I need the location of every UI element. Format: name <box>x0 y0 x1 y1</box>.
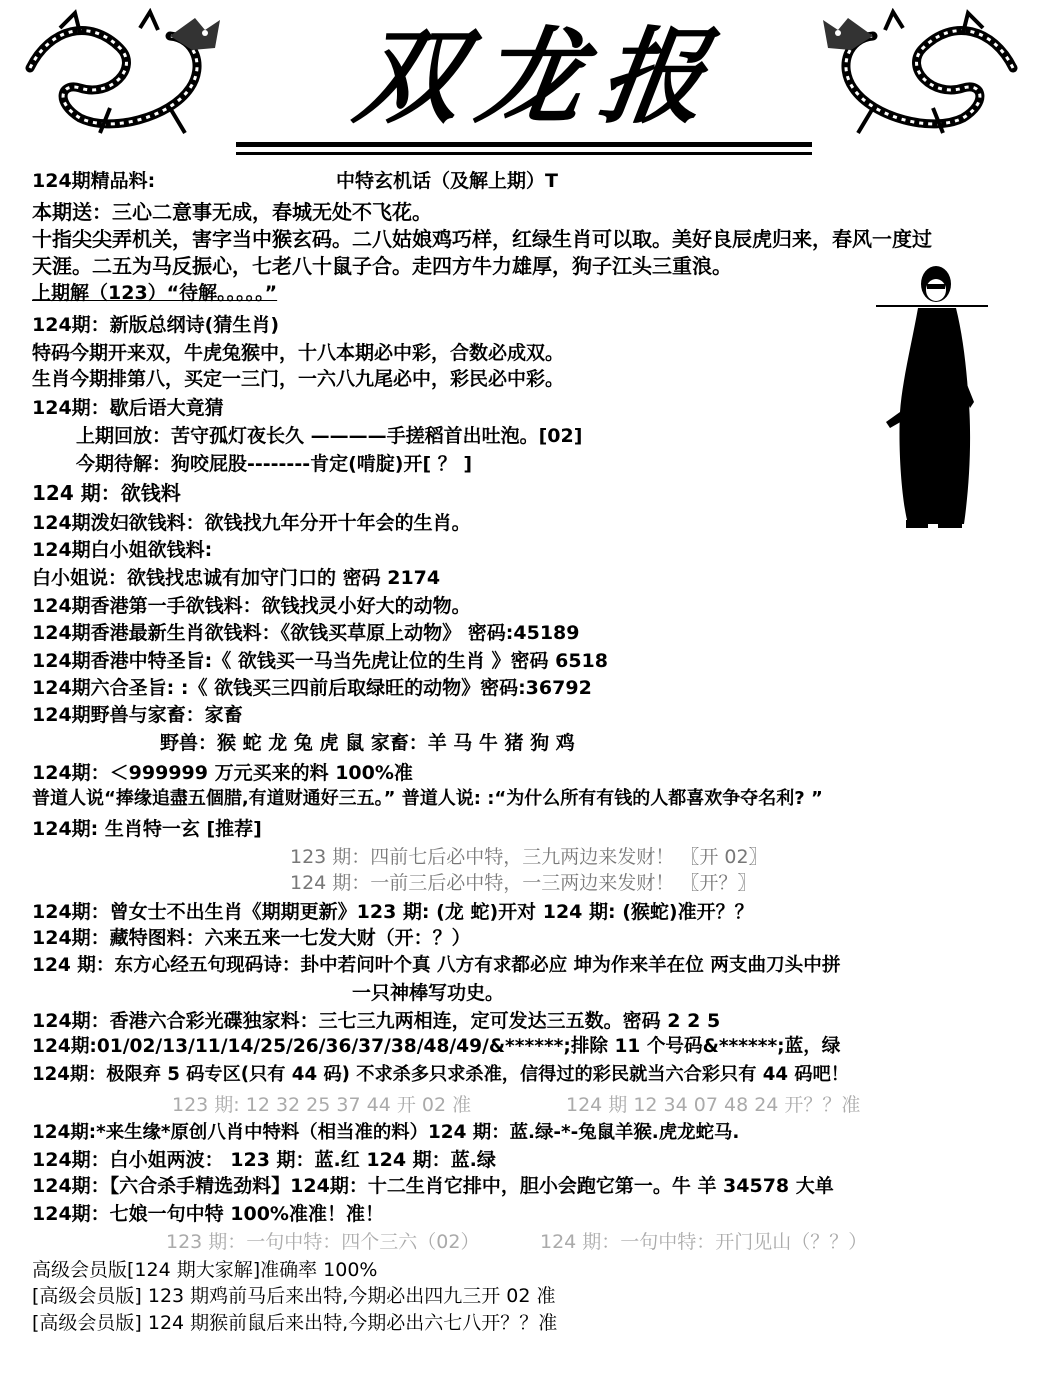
line-song: 本期送：三心二意事无成，春城无处不飞花。 <box>32 200 432 224</box>
line-pofu: 124期泼妇欲钱料：欲钱找九年分开十年会的生肖。 <box>32 512 471 534</box>
line-last-solution: 上期解（123）“待解。。。。。” <box>32 282 278 304</box>
line-gaoji-123: [高级会员版] 123 期鸡前马后来出特,今期必出四九三开 02 准 <box>32 1285 556 1307</box>
line-cangte: 124期：藏特图料：六来五来一七发大财（开：？） <box>32 927 471 949</box>
line-current-riddle: 今期待解：狗咬屁股--------肯定(啃腚)开[ ？ ] <box>76 453 473 475</box>
line-number-list: 124期:01/02/13/11/14/25/26/36/37/38/48/49/&******;排除 11 个号码&******;蓝，绿 <box>32 1036 841 1057</box>
line-999999: 124期：＜999999 万元买来的料 100%准 <box>32 762 413 784</box>
line-poem-a: 特码今期开来双，牛虎兔猴中，十八本期必中彩，合数必成双。 <box>32 342 565 364</box>
line-gaoji-124: [高级会员版] 124 期猴前鼠后来出特,今期必出六七八开？？准 <box>32 1312 558 1334</box>
title-rule-thin <box>236 152 812 155</box>
line-zeng: 124期：曾女士不出生肖《期期更新》123 期: (龙 蛇)开对 124 期: (猴蛇)准开？？ <box>32 901 754 923</box>
line-gaoji-header: 高级会员版[124 期大家解]准确率 100% <box>32 1259 378 1281</box>
line-bai-says: 白小姐说：欲钱找忠诚有加守门口的 密码 2174 <box>32 567 441 589</box>
line-shengxiao-header: 124期: 生肖特一玄 [推荐] <box>32 818 262 840</box>
man-portrait-image <box>872 262 990 532</box>
line-jixian: 124期：极限弃 5 码专区(只有 44 码) 不求杀多只求杀准，信得过的彩民就当六合彩只有 44 码吧！ <box>32 1064 849 1085</box>
line-yuqian-header: 124 期：欲钱料 <box>32 481 181 505</box>
line-liuhe-edict: 124期六合圣旨: :《 欲钱买三四前后取绿旺的动物》密码:36792 <box>32 677 592 699</box>
line-period-header: 124期精品料: <box>32 170 156 192</box>
line-poem-2: 天涯。二五为马反振心，七老八十鼠子合。走四方牛力雄厚，狗子江头三重浪。 <box>32 254 732 278</box>
line-hk-latest: 124期香港最新生肖欲钱料：《欲钱买草原上动物》 密码:45189 <box>32 622 580 644</box>
line-putaoren: 普道人说“捧缘追盡五個腊,有道财通好三五。” 普道人说: :“为什么所有有钱的人都喜欢争夺名利? ” <box>32 788 823 809</box>
line-last-replay: 上期回放：苦守孤灯夜长久 ————手搓稻首出吐泡。[02] <box>76 425 583 447</box>
line-hk-disc: 124期：香港六合彩光碟独家料：三七三九两相连，定可发达三五数。密码 2 2 5 <box>32 1010 721 1032</box>
line-bai-liangbo: 124期：白小姐两波： 123 期：蓝.红 124 期：蓝.绿 <box>32 1149 496 1171</box>
line-hk-first: 124期香港第一手欲钱料：欲钱找灵小好大的动物。 <box>32 595 471 617</box>
dragon-illustration-left <box>20 8 230 138</box>
line-bai-header: 124期白小姐欲钱料: <box>32 539 213 561</box>
line-zhongte-title: 中特玄机话（及解上期）T <box>336 170 558 192</box>
line-qiniang: 124期：七娘一句中特 100%准准！准！ <box>32 1203 384 1225</box>
line-124-yiqian: 124 期：一前三后必中特，一三两边来发财！ 〖开？〗 <box>290 872 757 894</box>
line-124-qi5: 124 期 12 34 07 48 24 开？？准 <box>566 1094 861 1116</box>
line-123-qi5: 123 期: 12 32 25 37 44 开 02 准 <box>172 1094 472 1116</box>
line-poem-1: 十指尖尖弄机关，害字当中猴玄码。二八姑娘鸡巧样，红绿生肖可以取。美好良辰虎归来，春风一度过 <box>32 227 932 251</box>
line-shashou: 124期：【六合杀手精选劲料】124期：十二生肖它排中，胆小会跑它第一。牛 羊 34578 大单 <box>32 1175 834 1197</box>
line-dongfang: 124 期：东方心经五句现码诗：卦中若问叶个真 八方有求都必应 坤为作来羊在位 两支曲刀头中拼 <box>32 955 841 976</box>
line-beast-header: 124期野兽与家畜：家畜 <box>32 704 243 726</box>
line-poem-b: 生肖今期排第八，买定一三门，一六八九尾必中，彩民必中彩。 <box>32 368 565 390</box>
line-123-yiju: 123 期：一句中特：四个三六（02） <box>166 1231 480 1253</box>
line-hk-edict: 124期香港中特圣旨:《 欲钱买一马当先虎让位的生肖 》密码 6518 <box>32 650 608 672</box>
line-dongfang-2: 一只神棒写功史。 <box>352 982 505 1004</box>
line-beast-list: 野兽：猴 蛇 龙 兔 虎 鼠 家畜：羊 马 牛 猪 狗 鸡 <box>160 732 575 754</box>
newspaper-title: 双龙报 <box>348 15 732 138</box>
line-123-siqian: 123 期：四前七后必中特，三九两边来发财！ 〖开 02〗 <box>290 846 768 868</box>
line-laishengyuan: 124期:*来生缘*原创八肖中特料（相当准的料）124 期：蓝.绿-*-兔鼠羊猴.虎龙蛇马. <box>32 1122 740 1143</box>
title-rule-thick <box>236 142 812 147</box>
line-xiehouyu-header: 124期：歇后语大竟猜 <box>32 397 224 419</box>
dragon-illustration-right <box>813 8 1023 138</box>
line-124-yiju: 124 期：一句中特：开门见山（？？） <box>540 1231 868 1253</box>
line-poem-header: 124期：新版总纲诗(猜生肖) <box>32 314 280 336</box>
